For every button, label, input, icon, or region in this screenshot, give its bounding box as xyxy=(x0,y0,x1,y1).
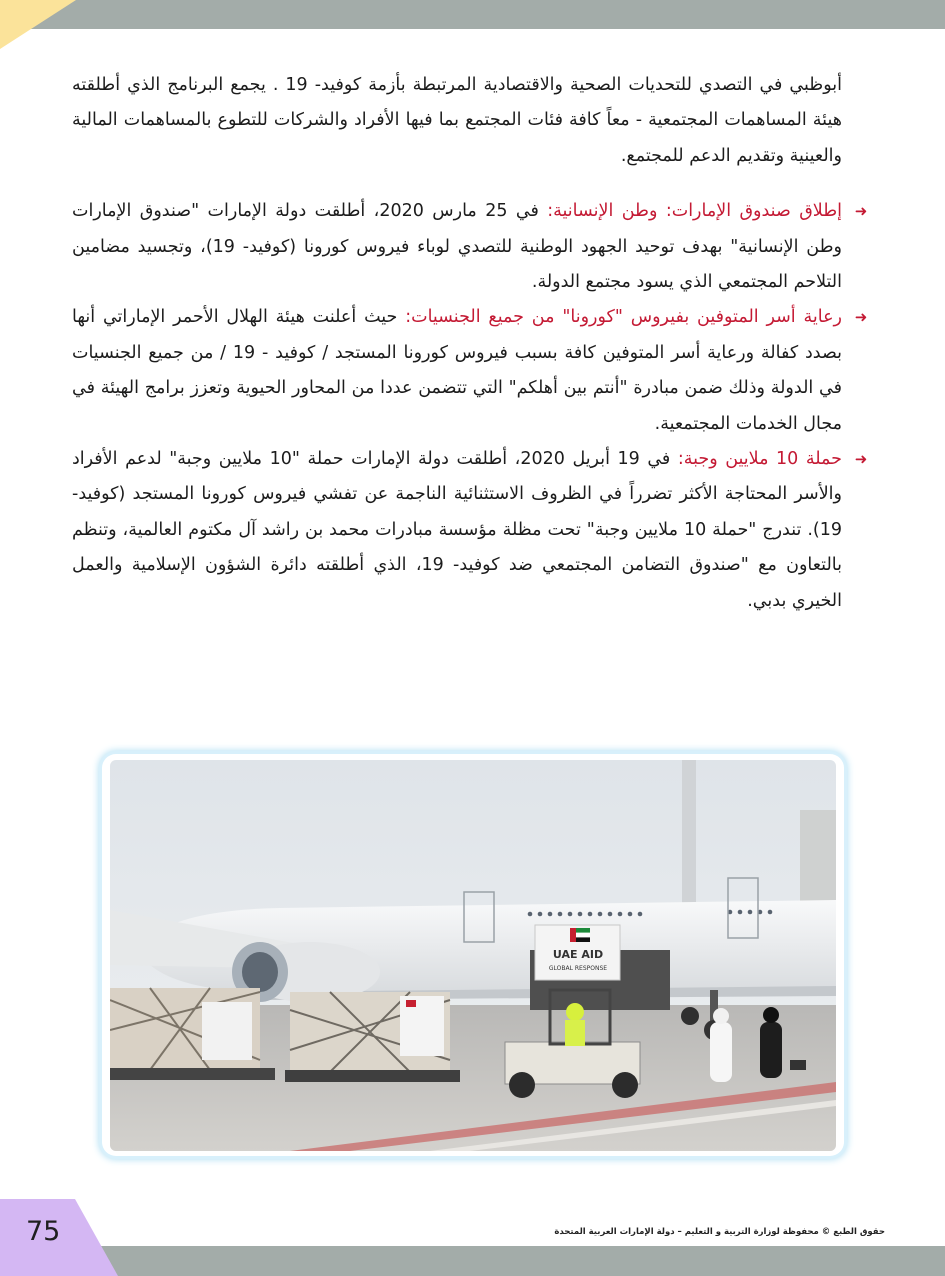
uae-aid-subtitle: GLOBAL RESPONSE xyxy=(548,965,608,972)
arrow-bullet-icon: ➜ xyxy=(854,202,868,221)
intro-line: أطلقته هيئة المساهمات المجتمعية - معاً كافة فئات المجتمع بما فيها الأفراد والشركات للتطوع xyxy=(72,75,842,131)
header-corner-accent xyxy=(0,0,76,49)
intro-paragraph xyxy=(72,68,842,174)
copyright-notice: حقوق الطبع © محفوظة لوزارة التربية و التعليم – دولة الإمارات العربية المتحدة xyxy=(554,1227,885,1237)
item-heading: إطلاق صندوق الإمارات: وطن الإنسانية: xyxy=(547,201,843,222)
list-item xyxy=(72,442,868,619)
item-heading: رعاية أسر المتوفين بفيروس "كورونا" من جميع الجنسيات: xyxy=(405,307,842,328)
arrow-bullet-icon: ➜ xyxy=(854,449,868,468)
uae-aid-label: UAE AID xyxy=(552,948,604,961)
item-body: في 19 أبريل 2020، أطلقت دولة الإمارات حملة "10 ملايين وجبة" لدعم الأفراد والأسر المحتاجة الأكثر تضرراً في الظروف الاستثنائية الناجمة عن تفشي فيروس كورونا المستجد (كوفيد- 19). تندرج "حملة 10 ملايين وجبة" تحت مظلة مؤسسة مبادرات محمد بن راشد آل مكتوم العالمية، وتنظم بالتعاون مع "صندوق التضامن المجتمعي ضد كوفيد- 19، الذي أطلقته دائرة الشؤون الإسلامية والعمل الخيري بدبي. xyxy=(72,449,842,611)
page-number: 75 xyxy=(26,1216,61,1247)
item-heading: حملة 10 ملايين وجبة: xyxy=(677,449,842,470)
item-body: حيث أعلنت هيئة الهلال الأحمر الإماراتي أنها بصدد كفالة ورعاية أسر المتوفين كافة بسبب فيروس كورونا المستجد / كوفيد - 19 / من جميع الجنسيات في الدولة وذلك ضمن مبادرة "أنتم بين أهلكم" التي تتضمن عددا من المحاور الحيوية وتعزز برامج الهيئة في مجال الخدمات المجتمعية. xyxy=(72,307,842,434)
aid-plane-photo xyxy=(102,754,844,1156)
intro-line: بالمساهمات المالية والعينية وتقديم الدعم للمجتمع. xyxy=(72,110,842,166)
intro-line: أبوظبي في التصدي للتحديات الصحية والاقتصادية المرتبطة بأزمة كوفيد- 19 . يجمع البرنامج الذي xyxy=(127,75,842,95)
cargo-plane-photo xyxy=(110,760,836,1151)
header-band xyxy=(0,0,945,29)
page-content xyxy=(72,68,868,619)
item-body: في 25 مارس 2020، أطلقت دولة الإمارات "صندوق الإمارات وطن الإنسانية" بهدف توحيد الجهود الوطنية للتصدي لوباء فيروس كورونا (كوفيد- 19)، وتجسيد مضامين التلاحم المجتمعي الذي يسود مجتمع الدولة. xyxy=(72,201,843,293)
list-item xyxy=(72,300,868,442)
arrow-bullet-icon: ➜ xyxy=(854,308,868,327)
list-item xyxy=(72,194,868,300)
footer-band xyxy=(0,1246,945,1276)
